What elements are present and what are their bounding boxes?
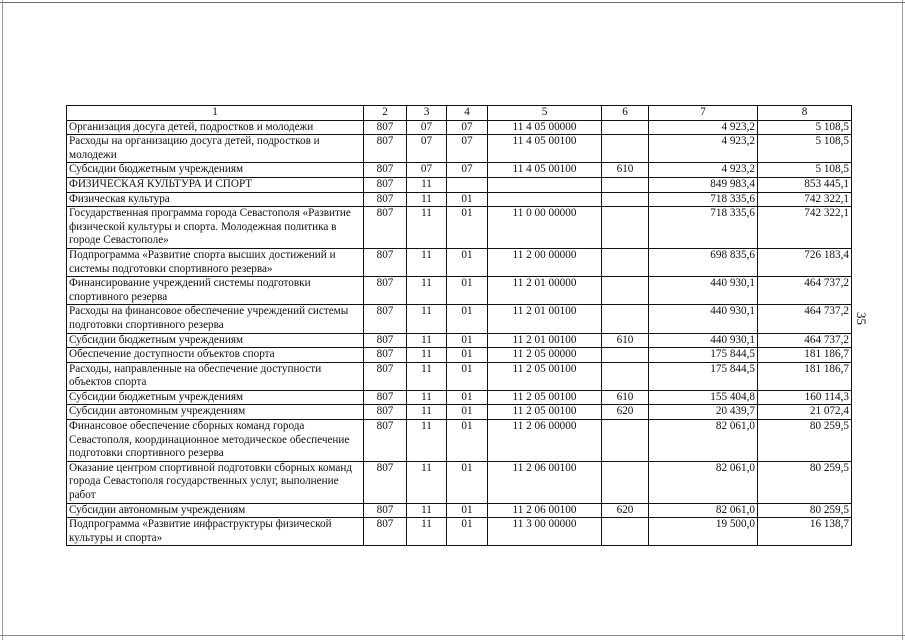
row-name-cell: Финансирование учреждений системы подготовки спортивного резерва xyxy=(67,277,364,305)
row-target-article-cell: 11 2 00 00000 xyxy=(488,248,602,276)
row-name-cell: Субсидии бюджетным учреждениям xyxy=(67,390,364,405)
row-expense-type-cell xyxy=(602,192,649,207)
row-target-article-cell xyxy=(488,177,602,192)
row-subsection-cell: 01 xyxy=(447,420,488,462)
table-row xyxy=(67,248,852,276)
row-grbs-cell: 807 xyxy=(364,348,407,363)
row-target-article-cell: 11 2 01 00000 xyxy=(488,277,602,305)
row-amount-year2-cell: 80 259,5 xyxy=(758,461,852,503)
row-target-article-cell: 11 2 06 00100 xyxy=(488,461,602,503)
row-grbs-cell: 807 xyxy=(364,420,407,462)
row-expense-type-cell xyxy=(602,135,649,163)
row-name-cell: Финансовое обеспечение сборных команд города Севастополя, координационное методическое обеспечение подготовки спортивного резерва xyxy=(67,420,364,462)
row-grbs-cell: 807 xyxy=(364,120,407,135)
row-grbs-cell: 807 xyxy=(364,390,407,405)
row-target-article-cell: 11 2 01 00100 xyxy=(488,305,602,333)
row-section-cell: 11 xyxy=(407,420,447,462)
row-subsection-cell: 01 xyxy=(447,348,488,363)
row-grbs-cell: 807 xyxy=(364,192,407,207)
row-subsection-cell: 01 xyxy=(447,518,488,546)
row-expense-type-cell xyxy=(602,248,649,276)
row-section-cell: 11 xyxy=(407,390,447,405)
header-cell: 4 xyxy=(447,106,488,121)
row-expense-type-cell xyxy=(602,120,649,135)
row-subsection-cell: 01 xyxy=(447,192,488,207)
row-section-cell: 11 xyxy=(407,305,447,333)
row-grbs-cell: 807 xyxy=(364,277,407,305)
table-header-row xyxy=(67,106,852,121)
row-subsection-cell: 01 xyxy=(447,333,488,348)
row-expense-type-cell xyxy=(602,420,649,462)
row-section-cell: 11 xyxy=(407,248,447,276)
row-expense-type-cell xyxy=(602,461,649,503)
row-expense-type-cell xyxy=(602,177,649,192)
row-section-cell: 11 xyxy=(407,207,447,249)
row-amount-year1-cell: 175 844,5 xyxy=(649,348,758,363)
row-expense-type-cell xyxy=(602,277,649,305)
row-target-article-cell: 11 2 01 00100 xyxy=(488,333,602,348)
row-expense-type-cell: 610 xyxy=(602,390,649,405)
row-amount-year2-cell: 80 259,5 xyxy=(758,503,852,518)
row-target-article-cell: 11 2 06 00100 xyxy=(488,503,602,518)
row-name-cell: ФИЗИЧЕСКАЯ КУЛЬТУРА И СПОРТ xyxy=(67,177,364,192)
row-subsection-cell: 01 xyxy=(447,461,488,503)
header-cell: 3 xyxy=(407,106,447,121)
row-name-cell: Субсидии автономным учреждениям xyxy=(67,405,364,420)
row-amount-year2-cell: 464 737,2 xyxy=(758,277,852,305)
row-amount-year2-cell: 464 737,2 xyxy=(758,305,852,333)
row-subsection-cell: 01 xyxy=(447,390,488,405)
row-amount-year1-cell: 82 061,0 xyxy=(649,503,758,518)
row-amount-year1-cell: 175 844,5 xyxy=(649,362,758,390)
table-row xyxy=(67,362,852,390)
row-expense-type-cell xyxy=(602,207,649,249)
row-subsection-cell: 01 xyxy=(447,248,488,276)
row-amount-year1-cell: 155 404,8 xyxy=(649,390,758,405)
scan-border-right xyxy=(902,0,903,640)
row-amount-year2-cell: 726 183,4 xyxy=(758,248,852,276)
row-expense-type-cell: 610 xyxy=(602,333,649,348)
row-section-cell: 07 xyxy=(407,135,447,163)
row-subsection-cell: 01 xyxy=(447,405,488,420)
row-grbs-cell: 807 xyxy=(364,207,407,249)
row-amount-year2-cell: 80 259,5 xyxy=(758,420,852,462)
row-amount-year1-cell: 82 061,0 xyxy=(649,461,758,503)
row-target-article-cell: 11 4 05 00100 xyxy=(488,135,602,163)
row-name-cell: Расходы на финансовое обеспечение учреждений системы подготовки спортивного резерва xyxy=(67,305,364,333)
row-amount-year2-cell: 742 322,1 xyxy=(758,207,852,249)
table-row xyxy=(67,333,852,348)
row-name-cell: Государственная программа города Севастополя «Развитие физической культуры и спорта. Молодежная политика в городе Севастополе» xyxy=(67,207,364,249)
row-name-cell: Расходы, направленные на обеспечение доступности объектов спорта xyxy=(67,362,364,390)
row-amount-year2-cell: 181 186,7 xyxy=(758,362,852,390)
row-amount-year2-cell: 181 186,7 xyxy=(758,348,852,363)
row-subsection-cell: 01 xyxy=(447,305,488,333)
row-name-cell: Расходы на организацию досуга детей, подростков и молодежи xyxy=(67,135,364,163)
row-name-cell: Физическая культура xyxy=(67,192,364,207)
row-subsection-cell: 01 xyxy=(447,277,488,305)
row-grbs-cell: 807 xyxy=(364,518,407,546)
row-amount-year2-cell: 464 737,2 xyxy=(758,333,852,348)
table-row xyxy=(67,163,852,178)
row-grbs-cell: 807 xyxy=(364,163,407,178)
row-amount-year2-cell: 853 445,1 xyxy=(758,177,852,192)
row-target-article-cell: 11 3 00 00000 xyxy=(488,518,602,546)
row-target-article-cell: 11 2 06 00000 xyxy=(488,420,602,462)
budget-table xyxy=(66,105,852,546)
row-expense-type-cell: 610 xyxy=(602,163,649,178)
row-amount-year1-cell: 4 923,2 xyxy=(649,163,758,178)
row-grbs-cell: 807 xyxy=(364,135,407,163)
row-target-article-cell: 11 4 05 00100 xyxy=(488,163,602,178)
row-amount-year1-cell: 19 500,0 xyxy=(649,518,758,546)
row-grbs-cell: 807 xyxy=(364,362,407,390)
scan-border-left xyxy=(2,0,3,640)
page-number: 35 xyxy=(854,312,869,325)
scan-border-bottom xyxy=(0,635,905,636)
row-amount-year1-cell: 849 983,4 xyxy=(649,177,758,192)
row-section-cell: 07 xyxy=(407,163,447,178)
row-amount-year2-cell: 5 108,5 xyxy=(758,135,852,163)
row-grbs-cell: 807 xyxy=(364,305,407,333)
table-row xyxy=(67,277,852,305)
table-row xyxy=(67,135,852,163)
row-name-cell: Субсидии автономным учреждениям xyxy=(67,503,364,518)
row-amount-year1-cell: 718 335,6 xyxy=(649,192,758,207)
row-amount-year1-cell: 20 439,7 xyxy=(649,405,758,420)
scan-border-top xyxy=(0,2,905,3)
row-section-cell: 11 xyxy=(407,192,447,207)
row-expense-type-cell xyxy=(602,518,649,546)
row-subsection-cell: 07 xyxy=(447,120,488,135)
row-amount-year1-cell: 718 335,6 xyxy=(649,207,758,249)
row-section-cell: 11 xyxy=(407,405,447,420)
table-body xyxy=(67,106,852,546)
row-subsection-cell: 01 xyxy=(447,362,488,390)
row-name-cell: Организация досуга детей, подростков и молодежи xyxy=(67,120,364,135)
row-amount-year1-cell: 440 930,1 xyxy=(649,305,758,333)
row-section-cell: 11 xyxy=(407,277,447,305)
row-grbs-cell: 807 xyxy=(364,333,407,348)
row-subsection-cell: 07 xyxy=(447,163,488,178)
row-target-article-cell: 11 4 05 00000 xyxy=(488,120,602,135)
row-section-cell: 07 xyxy=(407,120,447,135)
row-amount-year2-cell: 5 108,5 xyxy=(758,120,852,135)
row-expense-type-cell: 620 xyxy=(602,405,649,420)
row-grbs-cell: 807 xyxy=(364,503,407,518)
row-section-cell: 11 xyxy=(407,503,447,518)
row-amount-year2-cell: 21 072,4 xyxy=(758,405,852,420)
table-row xyxy=(67,192,852,207)
table-row xyxy=(67,207,852,249)
row-section-cell: 11 xyxy=(407,461,447,503)
header-cell: 6 xyxy=(602,106,649,121)
row-grbs-cell: 807 xyxy=(364,461,407,503)
table-row xyxy=(67,305,852,333)
row-amount-year1-cell: 4 923,2 xyxy=(649,120,758,135)
row-subsection-cell: 01 xyxy=(447,207,488,249)
row-expense-type-cell xyxy=(602,305,649,333)
row-section-cell: 11 xyxy=(407,177,447,192)
table-row xyxy=(67,461,852,503)
row-grbs-cell: 807 xyxy=(364,405,407,420)
row-name-cell: Подпрограмма «Развитие инфраструктуры физической культуры и спорта» xyxy=(67,518,364,546)
row-amount-year1-cell: 698 835,6 xyxy=(649,248,758,276)
row-amount-year2-cell: 742 322,1 xyxy=(758,192,852,207)
row-amount-year2-cell: 160 114,3 xyxy=(758,390,852,405)
row-amount-year1-cell: 440 930,1 xyxy=(649,333,758,348)
table-row xyxy=(67,503,852,518)
row-name-cell: Субсидии бюджетным учреждениям xyxy=(67,163,364,178)
row-grbs-cell: 807 xyxy=(364,248,407,276)
table-row xyxy=(67,120,852,135)
row-target-article-cell: 11 0 00 00000 xyxy=(488,207,602,249)
row-amount-year1-cell: 82 061,0 xyxy=(649,420,758,462)
row-amount-year1-cell: 440 930,1 xyxy=(649,277,758,305)
row-target-article-cell: 11 2 05 00100 xyxy=(488,405,602,420)
row-subsection-cell: 01 xyxy=(447,503,488,518)
row-name-cell: Обеспечение доступности объектов спорта xyxy=(67,348,364,363)
row-expense-type-cell: 620 xyxy=(602,503,649,518)
row-section-cell: 11 xyxy=(407,518,447,546)
row-name-cell: Оказание центром спортивной подготовки сборных команд города Севастополя государственных услуг, выполнение работ xyxy=(67,461,364,503)
row-subsection-cell: 07 xyxy=(447,135,488,163)
header-cell: 7 xyxy=(649,106,758,121)
row-amount-year2-cell: 5 108,5 xyxy=(758,163,852,178)
header-cell: 8 xyxy=(758,106,852,121)
row-target-article-cell: 11 2 05 00100 xyxy=(488,362,602,390)
table-row xyxy=(67,177,852,192)
row-name-cell: Подпрограмма «Развитие спорта высших достижений и системы подготовки спортивного резерва» xyxy=(67,248,364,276)
table-row xyxy=(67,518,852,546)
header-cell: 5 xyxy=(488,106,602,121)
row-expense-type-cell xyxy=(602,348,649,363)
table-row xyxy=(67,390,852,405)
row-subsection-cell xyxy=(447,177,488,192)
row-section-cell: 11 xyxy=(407,362,447,390)
header-cell: 1 xyxy=(67,106,364,121)
row-grbs-cell: 807 xyxy=(364,177,407,192)
row-section-cell: 11 xyxy=(407,348,447,363)
row-target-article-cell xyxy=(488,192,602,207)
row-expense-type-cell xyxy=(602,362,649,390)
row-target-article-cell: 11 2 05 00000 xyxy=(488,348,602,363)
table-row xyxy=(67,405,852,420)
row-section-cell: 11 xyxy=(407,333,447,348)
table-row xyxy=(67,420,852,462)
row-target-article-cell: 11 2 05 00100 xyxy=(488,390,602,405)
row-amount-year2-cell: 16 138,7 xyxy=(758,518,852,546)
row-amount-year1-cell: 4 923,2 xyxy=(649,135,758,163)
row-name-cell: Субсидии бюджетным учреждениям xyxy=(67,333,364,348)
header-cell: 2 xyxy=(364,106,407,121)
table-row xyxy=(67,348,852,363)
